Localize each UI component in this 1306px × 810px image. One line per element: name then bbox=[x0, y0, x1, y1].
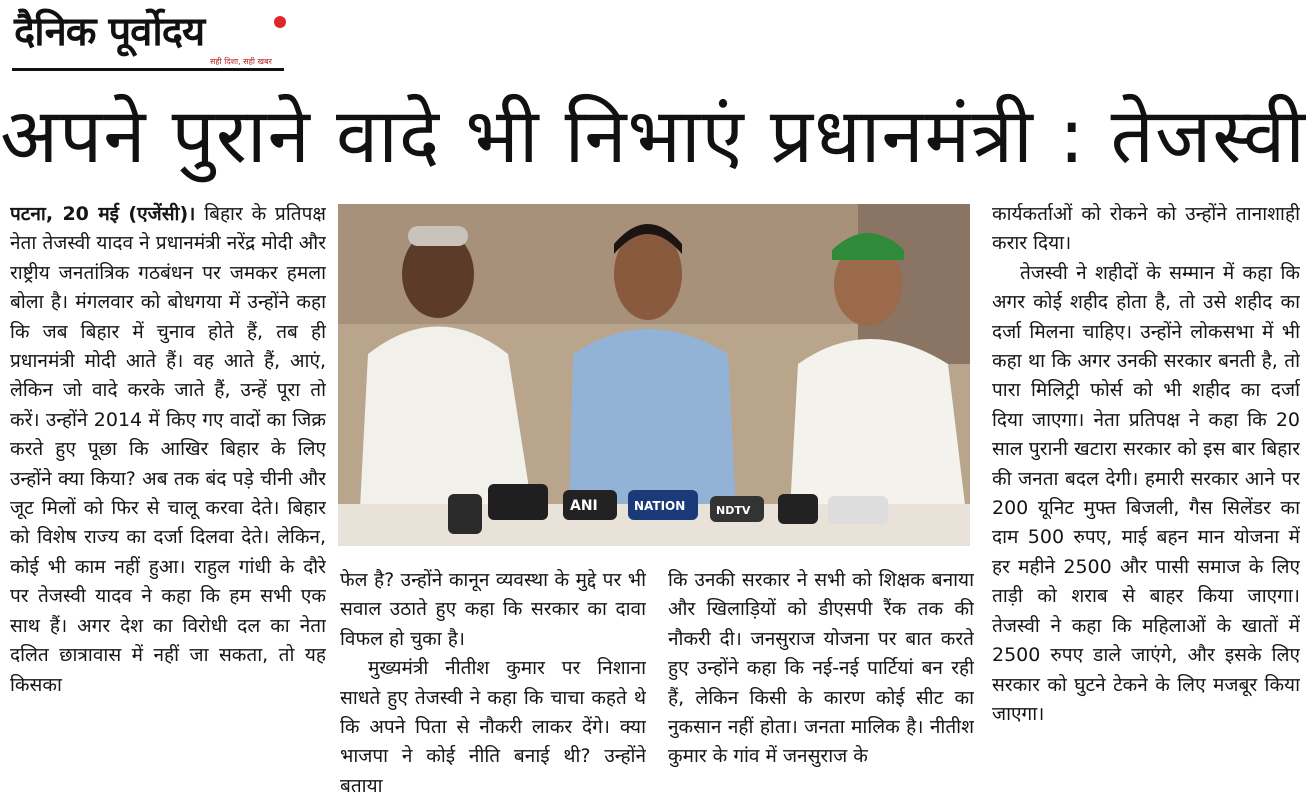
masthead-logo[interactable] bbox=[12, 6, 292, 72]
masthead-rule bbox=[12, 68, 284, 71]
paragraph-text: बिहार के प्रतिपक्ष नेता तेजस्वी यादव ने प्रधानमंत्री नरेंद्र मोदी और राष्ट्रीय जनतांत्रिक गठबंधन पर जमकर हमला बोला है। मंगलवार को बोधगया में उन्होंने कहा कि जब बिहार में चुनाव होते हैं, तब ही प्रधानमंत्री मोदी आते हैं। वह आते हैं, आएं, लेकिन जो वादे करके जाते हैं, उन्हें पूरा तो करें। उन्होंने 2014 में किए गए वादों का जिक्र करते हुए पूछा कि आखिर बिहार के लिए उन्होंने क्या किया? अब तक बंद पड़े चीनी और जूट मिलों को फिर से चालू करवा देते। बिहार को विशेष राज्य का दर्जा दिलवा देते। लेकिन, कोई भी काम नहीं हुआ। राहुल गांधी के दौरे पर तेजस्वी यादव ने कहा कि हम सभी एक साथ हैं। अगर देश का विरोधी दल का नेता दलित छात्रावास में नहीं जा सकता, तो यह किसका bbox=[10, 203, 326, 696]
mic-label: ANI bbox=[570, 498, 598, 514]
dateline: पटना, 20 मई (एजेंसी)। bbox=[10, 203, 196, 225]
article-column-3 bbox=[668, 566, 974, 806]
article-column-1 bbox=[10, 200, 326, 806]
article-paragraph bbox=[10, 200, 326, 700]
mic-label: NDTV bbox=[716, 504, 751, 517]
mic-label: NATION bbox=[634, 499, 686, 513]
newspaper-tagline: सही दिशा, सही खबर bbox=[210, 57, 272, 66]
article-headline: अपने पुराने वादे भी निभाएं प्रधानमंत्री : तेजस्वी bbox=[0, 91, 1306, 180]
article-paragraph: मुख्यमंत्री नीतीश कुमार पर निशाना साधते हुए तेजस्वी ने कहा कि चाचा कहते थे कि अपने पिता से नौकरी लाकर देंगे। क्या भाजपा ने कोई नीति बनाई थी? उन्होंने बताया bbox=[340, 657, 646, 797]
newspaper-name: दैनिक पूर्वोदय bbox=[14, 9, 205, 55]
logo-sun-icon bbox=[274, 16, 286, 28]
article-paragraph: कि उनकी सरकार ने सभी को शिक्षक बनाया और खिलाड़ियों को डीएसपी रैंक तक की नौकरी दी। जनसुराज योजना पर बात करते हुए उन्होंने कहा कि नई-नई पार्टियां बन रही हैं, लेकिन किसी के कारण कोई सीट का नुकसान नहीं होता। जनता मालिक है। नीतीश कुमार के गांव में जनसुराज के bbox=[668, 569, 974, 768]
press-conference-image bbox=[338, 204, 970, 546]
article-column-4 bbox=[992, 200, 1300, 806]
article-paragraph: कार्यकर्ताओं को रोकने को उन्होंने तानाशाही करार दिया। bbox=[992, 203, 1300, 255]
article-column-2 bbox=[340, 566, 646, 806]
article-paragraph: तेजस्वी ने शहीदों के सम्मान में कहा कि अगर कोई शहीद होता है, तो उसे शहीद का दर्जा मिलना चाहिए। उन्होंने लोकसभा में भी कहा था कि अगर उनकी सरकार बनती है, तो पारा मिलिट्री फोर्स को भी शहीद का दर्जा दिया जाएगा। नेता प्रतिपक्ष ने कहा कि 20 साल पुरानी खटारा सरकार को इस बार बिहार की जनता बदल देगी। हमारी सरकार आने पर 200 यूनिट मुफ्त बिजली, गैस सिलेंडर का दाम 500 रुपए, माई बहन मान योजना में हर महीने 2500 और पासी समाज के लिए ताड़ी को शराब से बाहर किया जाएगा। तेजस्वी ने कहा कि महिलाओं के खातों में 2500 रुपए डाले जाएंगे, और इसके लिए सरकार को घुटने टेकने के लिए मजबूर किया जाएगा। bbox=[992, 261, 1300, 725]
article-paragraph: फेल है? उन्होंने कानून व्यवस्था के मुद्दे पर भी सवाल उठाते हुए कहा कि सरकार का दावा विफल हो चुका है। bbox=[340, 569, 646, 650]
news-photo[interactable] bbox=[338, 204, 970, 546]
